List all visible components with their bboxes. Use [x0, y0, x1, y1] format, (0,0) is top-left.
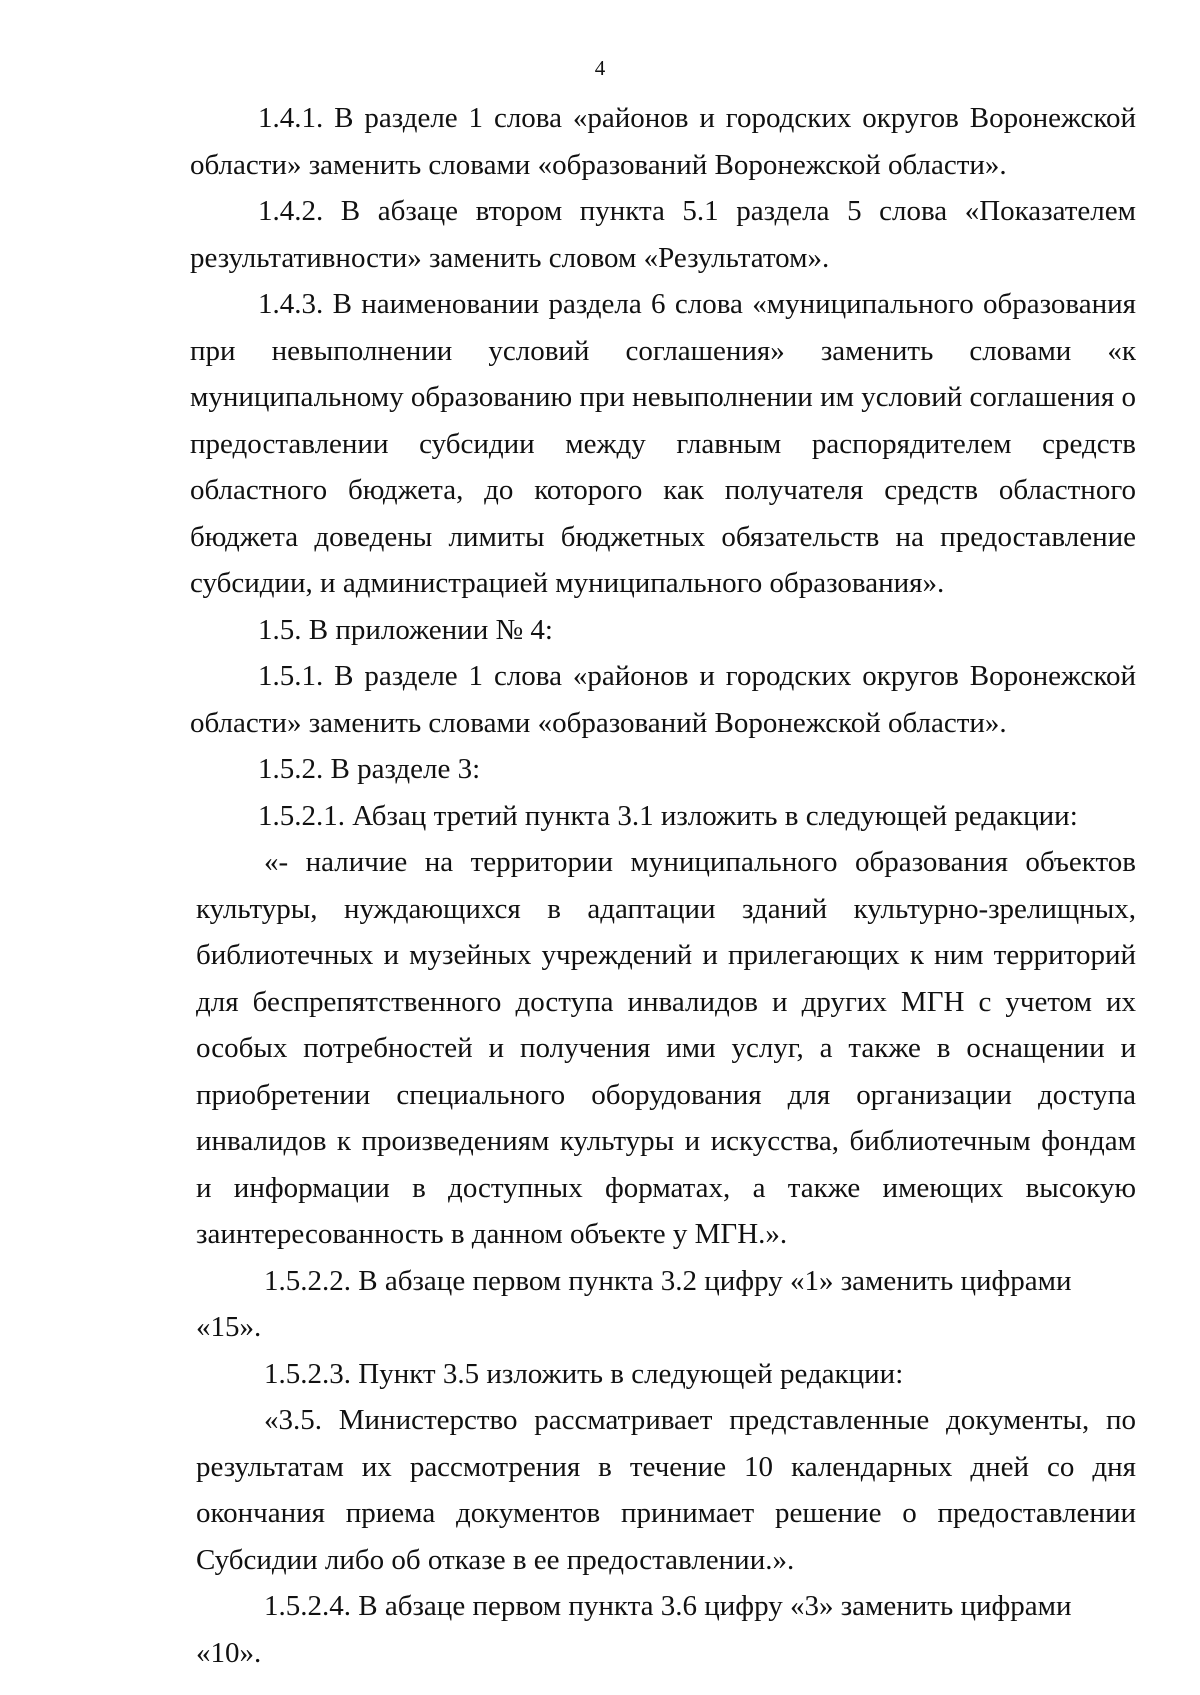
paragraph-1-5-2: 1.5.2. В разделе 3: — [258, 753, 481, 785]
page-number: 4 — [594, 56, 606, 80]
document-body-lower — [196, 839, 1136, 1676]
quoted-paragraph-3-1: «- наличие на территории муниципального образования объектов культуры, нуждающихся в адаптации зданий культурно-зрелищных, библиотечных и музейных учреждений и прилегающих к ним территорий для беспрепятственного доступа инвалидов и других МГН с учетом их особых потребностей и получения ими услуг, а также в оснащении и приобретении специального оборудования для организации доступа инвалидов к произведениям культуры и искусства, библиотечным фондам и информации в доступных форматах, а также имеющих высокую заинтересованность в данном объекте у МГН.». — [196, 846, 1136, 1250]
paragraph-1-5-2-1: 1.5.2.1. Абзац третий пункта 3.1 изложить в следующей редакции: — [258, 799, 1078, 832]
paragraph-1-5-2-4: 1.5.2.4. В абзаце первом пункта 3.6 цифру «3» заменить цифрами «10». — [196, 1590, 1072, 1669]
paragraph-1-5: 1.5. В приложении № 4: — [258, 613, 553, 646]
paragraph-1-5-2-2: 1.5.2.2. В абзаце первом пункта 3.2 цифру «1» заменить цифрами «15». — [196, 1264, 1072, 1343]
paragraph-1-5-2-3: 1.5.2.3. Пункт 3.5 изложить в следующей редакции: — [264, 1357, 904, 1390]
paragraph-1-4-3: 1.4.3. В наименовании раздела 6 слова «муниципального образования при невыполнении условий соглашения» заменить словами «к муниципальному образованию при невыполнении им условий соглашения о предоставлении субсидии между главным распорядителем средств областного бюджета, до которого как получателя средств областного бюджета доведены лимиты бюджетных обязательств на предоставление субсидии, и администрацией муниципального образования». — [190, 288, 1136, 599]
paragraph-1-4-1: 1.4.1. В разделе 1 слова «районов и городских округов Воронежской области» заменить словами «образований Воронежской области». — [190, 102, 1136, 181]
document-body-upper — [190, 95, 1136, 839]
quoted-paragraph-3-5: «3.5. Министерство рассматривает представленные документы, по результатам их рассмотрения в течение 10 календарных дней со дня окончания приема документов принимает решение о предоставлении Субсидии либо об отказе в ее предоставлении.». — [196, 1404, 1136, 1576]
paragraph-1-4-2: 1.4.2. В абзаце втором пункта 5.1 раздела 5 слова «Показателем результативности» заменить словом «Результатом». — [190, 195, 1136, 274]
paragraph-1-5-1: 1.5.1. В разделе 1 слова «районов и городских округов Воронежской области» заменить словами «образований Воронежской области». — [190, 660, 1136, 739]
